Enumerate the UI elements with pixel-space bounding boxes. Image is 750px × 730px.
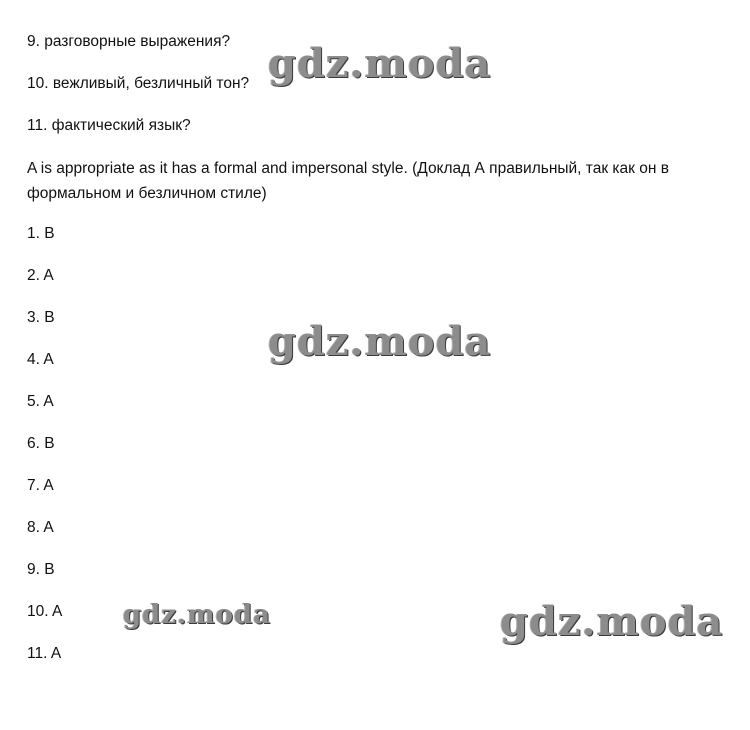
watermark-logo: gdz.moda bbox=[500, 598, 724, 645]
answer-item: 2. A bbox=[27, 267, 54, 284]
answer-item: 5. A bbox=[27, 393, 54, 410]
answer-item: 8. A bbox=[27, 519, 54, 536]
question-11: 11. фактический язык? bbox=[27, 117, 191, 134]
answer-item: 3. B bbox=[27, 309, 55, 326]
answer-item: 4. A bbox=[27, 351, 54, 368]
answer-item: 9. B bbox=[27, 561, 55, 578]
answer-item: 1. B bbox=[27, 225, 55, 242]
answer-item: 7. A bbox=[27, 477, 54, 494]
answer-item: 6. B bbox=[27, 435, 55, 452]
watermark-logo: gdz.moda bbox=[268, 318, 492, 365]
answer-item: 11. A bbox=[27, 645, 62, 662]
question-10: 10. вежливый, безличный тон? bbox=[27, 75, 250, 92]
watermark-logo: gdz.moda bbox=[268, 40, 492, 87]
answer-item: 10. A bbox=[27, 603, 63, 620]
question-9: 9. разговорные выражения? bbox=[27, 33, 231, 50]
explanation-paragraph: A is appropriate as it has a formal and impersonal style. (Доклад А правильный, так как он в формальном и безличном стиле) bbox=[27, 160, 669, 202]
watermark-logo: gdz.moda bbox=[123, 600, 272, 630]
